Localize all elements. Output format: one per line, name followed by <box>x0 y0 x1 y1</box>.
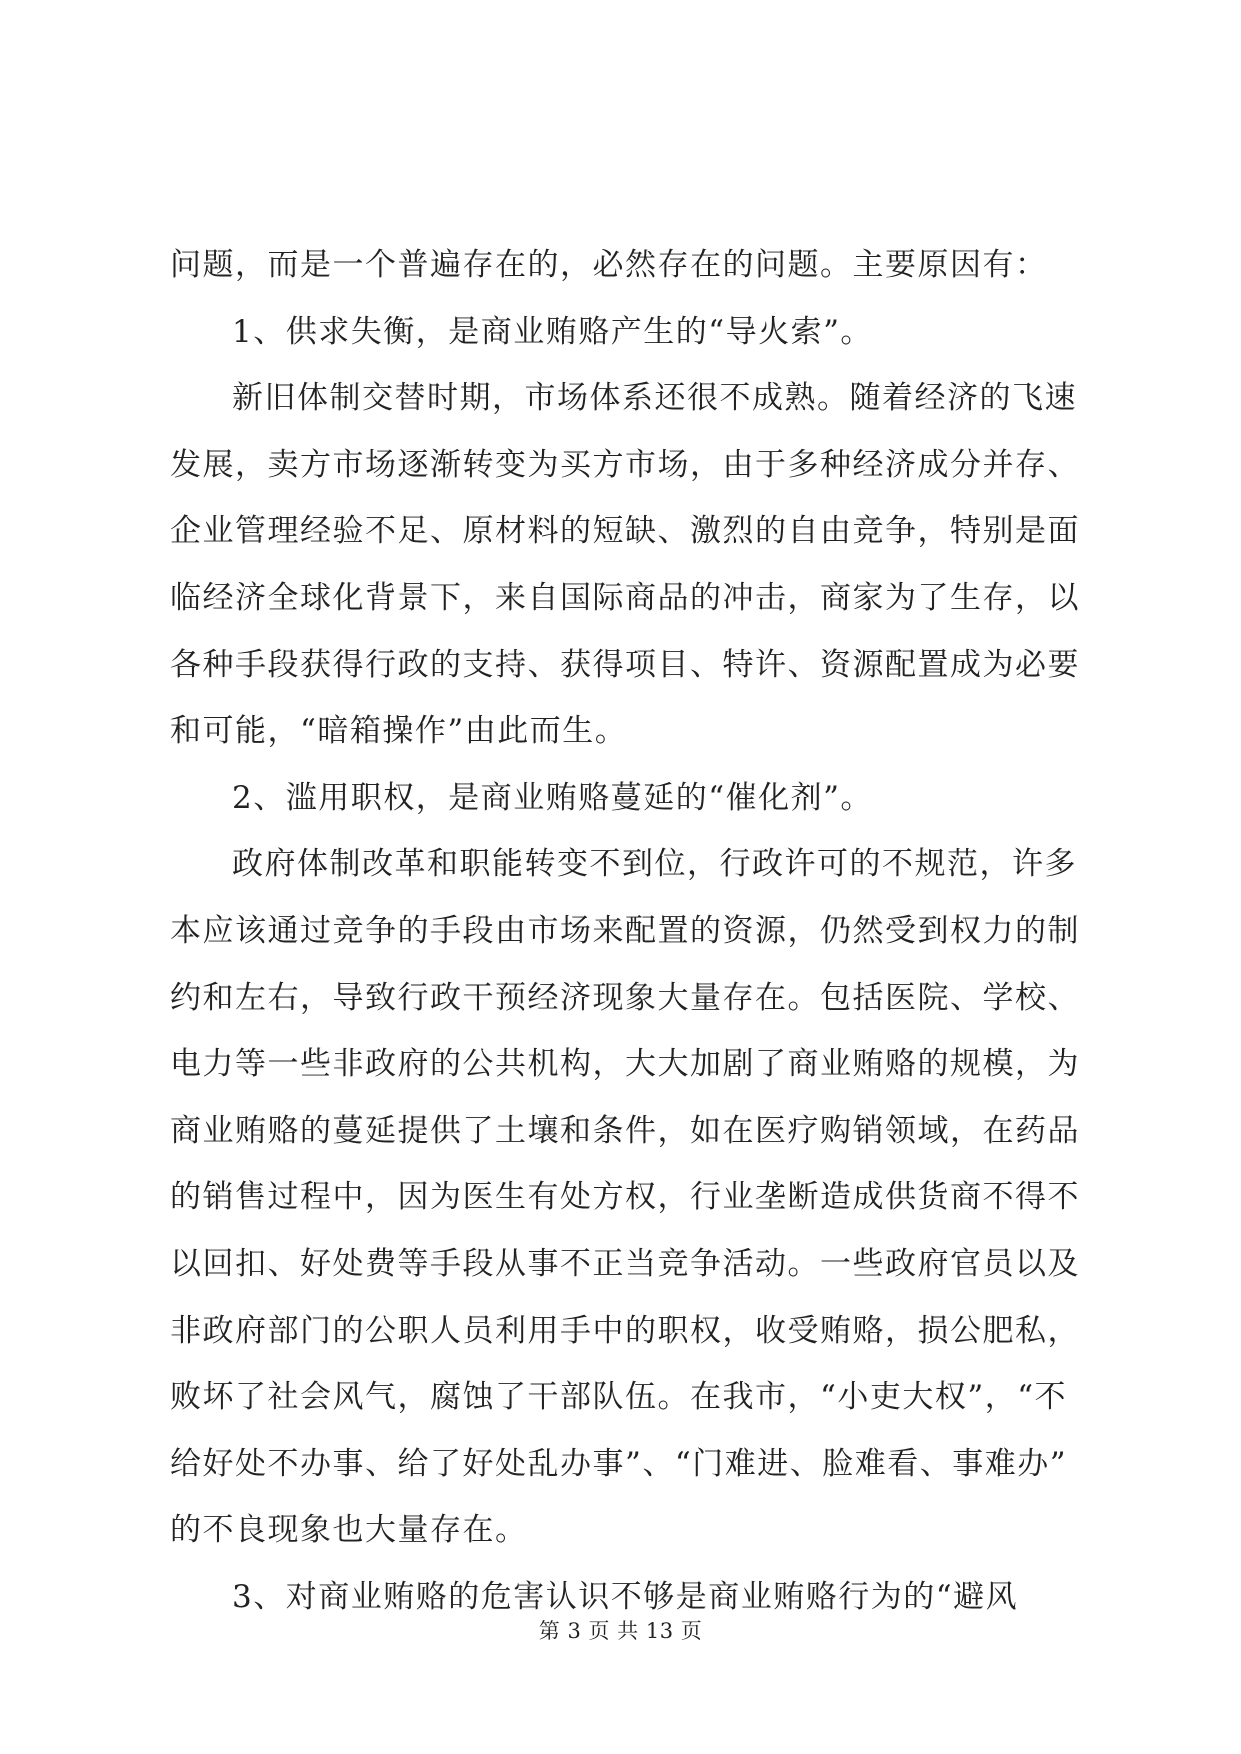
text-line-15: 的销售过程中，因为医生有处方权，行业垄断造成供货商不得不 <box>170 1179 1080 1216</box>
body-text <box>170 232 1080 1630</box>
text-line-10: 政府体制改革和职能转变不到位，行政许可的不规范，许多 <box>232 846 1077 883</box>
text-line-12: 约和左右，导致行政干预经济现象大量存在。包括医院、学校、 <box>170 979 1080 1016</box>
text-line-6: 临经济全球化背景下，来自国际商品的冲击，商家为了生存，以 <box>170 579 1080 616</box>
text-line-14: 商业贿赂的蔓延提供了土壤和条件，如在医疗购销领域，在药品 <box>170 1112 1080 1149</box>
text-line-8: 和可能，“暗箱操作”由此而生。 <box>170 713 628 750</box>
text-line-4: 发展，卖方市场逐渐转变为买方市场，由于多种经济成分并存、 <box>170 446 1080 483</box>
text-line-7: 各种手段获得行政的支持、获得项目、特许、资源配置成为必要 <box>170 646 1080 683</box>
text-line-11: 本应该通过竞争的手段由市场来配置的资源，仍然受到权力的制 <box>170 912 1080 949</box>
text-line-20: 的不良现象也大量存在。 <box>170 1512 528 1549</box>
text-line-5: 企业管理经验不足、原材料的短缺、激烈的自由竞争，特别是面 <box>170 513 1080 550</box>
text-line-19: 给好处不办事、给了好处乱办事”、“门难进、脸难看、事难办” <box>170 1445 1068 1482</box>
text-line-1: 问题，而是一个普遍存在的，必然存在的问题。主要原因有： <box>170 247 1048 283</box>
text-line-13: 电力等一些非政府的公共机构，大大加剧了商业贿赂的规模，为 <box>170 1046 1080 1083</box>
text-line-18: 败坏了社会风气，腐蚀了干部队伍。在我市，“小吏大权”，“不 <box>170 1379 1068 1416</box>
text-line-17: 非政府部门的公职人员利用手中的职权，收受贿赂，损公肥私， <box>170 1312 1080 1349</box>
page-footer: 第 3 页 共 13 页 <box>538 1619 703 1643</box>
text-line-16: 以回扣、好处费等手段从事不正当竞争活动。一些政府官员以及 <box>170 1245 1080 1282</box>
text-line-3: 新旧体制交替时期，市场体系还很不成熟。随着经济的飞速 <box>232 380 1077 417</box>
heading-2-abuse-of-power: 2、滥用职权，是商业贿赂蔓延的“催化剂”。 <box>232 779 873 816</box>
heading-1-supply-demand: 1、供求失衡，是商业贿赂产生的“导火索”。 <box>232 313 873 350</box>
heading-3-awareness: 3、对商业贿赂的危害认识不够是商业贿赂行为的“避风 <box>232 1578 1019 1615</box>
